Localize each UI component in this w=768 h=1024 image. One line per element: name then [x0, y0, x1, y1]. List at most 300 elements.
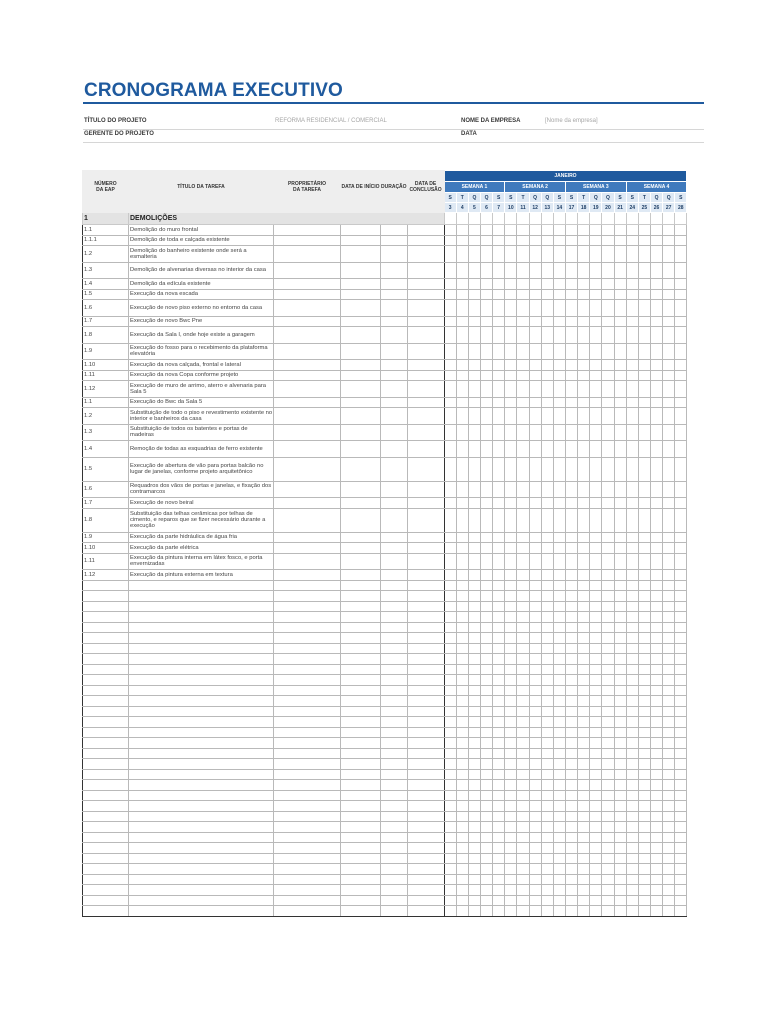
task-duration-cell[interactable]	[381, 262, 408, 279]
task-title-cell[interactable]: Remoção de todas as esquadrias de ferro existente	[129, 441, 274, 458]
gantt-cell[interactable]	[541, 279, 553, 290]
gantt-cell[interactable]	[614, 213, 626, 225]
gantt-cell[interactable]	[444, 864, 456, 875]
gantt-cell[interactable]	[529, 874, 541, 885]
gantt-cell[interactable]	[505, 543, 517, 554]
task-number-cell[interactable]: 1.3	[83, 424, 129, 441]
gantt-cell[interactable]	[565, 780, 577, 791]
gantt-cell[interactable]	[614, 906, 626, 917]
task-start-date-cell[interactable]	[341, 543, 381, 554]
task-owner-cell[interactable]	[274, 654, 341, 665]
gantt-cell[interactable]	[553, 408, 565, 425]
task-number-cell[interactable]	[83, 843, 129, 854]
gantt-cell[interactable]	[675, 654, 687, 665]
task-title-cell[interactable]: Substituição de todos os batentes e portas de madeiras	[129, 424, 274, 441]
task-end-date-cell[interactable]	[407, 790, 444, 801]
gantt-cell[interactable]	[541, 801, 553, 812]
gantt-cell[interactable]	[565, 906, 577, 917]
gantt-cell[interactable]	[456, 748, 468, 759]
gantt-cell[interactable]	[638, 654, 650, 665]
gantt-cell[interactable]	[675, 696, 687, 707]
gantt-cell[interactable]	[541, 654, 553, 665]
gantt-cell[interactable]	[553, 727, 565, 738]
gantt-cell[interactable]	[650, 532, 662, 543]
gantt-cell[interactable]	[505, 289, 517, 300]
gantt-cell[interactable]	[444, 343, 456, 360]
task-duration-cell[interactable]	[381, 441, 408, 458]
task-title-cell[interactable]	[129, 612, 274, 623]
gantt-cell[interactable]	[650, 580, 662, 591]
gantt-cell[interactable]	[614, 327, 626, 344]
gantt-cell[interactable]	[468, 612, 480, 623]
gantt-cell[interactable]	[468, 532, 480, 543]
gantt-cell[interactable]	[553, 643, 565, 654]
task-owner-cell[interactable]	[274, 790, 341, 801]
gantt-cell[interactable]	[590, 843, 602, 854]
gantt-cell[interactable]	[663, 612, 675, 623]
task-start-date-cell[interactable]	[341, 832, 381, 843]
gantt-cell[interactable]	[602, 633, 614, 644]
gantt-cell[interactable]	[468, 508, 480, 532]
gantt-cell[interactable]	[590, 780, 602, 791]
gantt-cell[interactable]	[505, 664, 517, 675]
task-owner-cell[interactable]	[274, 246, 341, 263]
gantt-cell[interactable]	[493, 853, 505, 864]
gantt-cell[interactable]	[638, 895, 650, 906]
gantt-cell[interactable]	[675, 727, 687, 738]
gantt-cell[interactable]	[444, 811, 456, 822]
task-number-cell[interactable]	[83, 622, 129, 633]
gantt-cell[interactable]	[614, 843, 626, 854]
gantt-cell[interactable]	[517, 601, 529, 612]
gantt-cell[interactable]	[565, 738, 577, 749]
task-owner-cell[interactable]	[274, 612, 341, 623]
gantt-cell[interactable]	[638, 612, 650, 623]
gantt-cell[interactable]	[590, 769, 602, 780]
gantt-cell[interactable]	[456, 874, 468, 885]
gantt-cell[interactable]	[493, 213, 505, 225]
gantt-cell[interactable]	[614, 424, 626, 441]
gantt-cell[interactable]	[638, 532, 650, 543]
gantt-cell[interactable]	[663, 235, 675, 246]
gantt-cell[interactable]	[638, 864, 650, 875]
task-start-date-cell[interactable]	[341, 885, 381, 896]
gantt-cell[interactable]	[565, 543, 577, 554]
gantt-cell[interactable]	[590, 262, 602, 279]
gantt-cell[interactable]	[517, 580, 529, 591]
gantt-cell[interactable]	[480, 601, 492, 612]
gantt-cell[interactable]	[675, 780, 687, 791]
gantt-cell[interactable]	[590, 343, 602, 360]
gantt-cell[interactable]	[529, 885, 541, 896]
gantt-cell[interactable]	[650, 843, 662, 854]
gantt-cell[interactable]	[553, 424, 565, 441]
task-duration-cell[interactable]	[381, 675, 408, 686]
gantt-cell[interactable]	[517, 508, 529, 532]
task-owner-cell[interactable]	[274, 397, 341, 408]
gantt-cell[interactable]	[444, 498, 456, 509]
task-title-cell[interactable]	[129, 759, 274, 770]
gantt-cell[interactable]	[493, 780, 505, 791]
gantt-cell[interactable]	[565, 262, 577, 279]
gantt-cell[interactable]	[553, 316, 565, 327]
gantt-cell[interactable]	[602, 316, 614, 327]
gantt-cell[interactable]	[650, 853, 662, 864]
gantt-cell[interactable]	[444, 801, 456, 812]
gantt-cell[interactable]	[529, 685, 541, 696]
gantt-cell[interactable]	[529, 360, 541, 371]
gantt-cell[interactable]	[444, 633, 456, 644]
gantt-cell[interactable]	[444, 532, 456, 543]
gantt-cell[interactable]	[602, 498, 614, 509]
gantt-cell[interactable]	[541, 580, 553, 591]
gantt-cell[interactable]	[663, 832, 675, 843]
task-duration-cell[interactable]	[381, 508, 408, 532]
task-end-date-cell[interactable]	[407, 408, 444, 425]
task-end-date-cell[interactable]	[407, 717, 444, 728]
task-duration-cell[interactable]	[381, 300, 408, 317]
gantt-cell[interactable]	[529, 664, 541, 675]
gantt-cell[interactable]	[590, 675, 602, 686]
task-end-date-cell[interactable]	[407, 643, 444, 654]
task-number-cell[interactable]: 1.3	[83, 262, 129, 279]
gantt-cell[interactable]	[480, 843, 492, 854]
task-duration-cell[interactable]	[381, 759, 408, 770]
task-owner-cell[interactable]	[274, 381, 341, 398]
gantt-cell[interactable]	[626, 643, 638, 654]
gantt-cell[interactable]	[578, 780, 590, 791]
gantt-cell[interactable]	[444, 759, 456, 770]
task-owner-cell[interactable]	[274, 580, 341, 591]
gantt-cell[interactable]	[650, 811, 662, 822]
task-end-date-cell[interactable]	[407, 316, 444, 327]
task-number-cell[interactable]: 1.1	[83, 397, 129, 408]
task-duration-cell[interactable]	[381, 591, 408, 602]
task-number-cell[interactable]: 1.6	[83, 300, 129, 317]
gantt-cell[interactable]	[638, 508, 650, 532]
gantt-cell[interactable]	[541, 853, 553, 864]
gantt-cell[interactable]	[456, 289, 468, 300]
task-start-date-cell[interactable]	[341, 570, 381, 581]
gantt-cell[interactable]	[505, 843, 517, 854]
gantt-cell[interactable]	[638, 906, 650, 917]
gantt-cell[interactable]	[565, 843, 577, 854]
gantt-cell[interactable]	[553, 664, 565, 675]
gantt-cell[interactable]	[675, 759, 687, 770]
task-duration-cell[interactable]	[381, 706, 408, 717]
gantt-cell[interactable]	[614, 675, 626, 686]
gantt-cell[interactable]	[468, 633, 480, 644]
gantt-cell[interactable]	[517, 622, 529, 633]
task-owner-cell[interactable]	[274, 591, 341, 602]
gantt-cell[interactable]	[590, 532, 602, 543]
gantt-cell[interactable]	[468, 262, 480, 279]
gantt-cell[interactable]	[541, 885, 553, 896]
gantt-cell[interactable]	[493, 316, 505, 327]
gantt-cell[interactable]	[675, 441, 687, 458]
task-end-date-cell[interactable]	[407, 327, 444, 344]
task-start-date-cell[interactable]	[341, 370, 381, 381]
gantt-cell[interactable]	[565, 508, 577, 532]
gantt-cell[interactable]	[565, 441, 577, 458]
task-title-cell[interactable]: Requadros dos vãos de portas e janelas, e fixação dos contramarcos	[129, 481, 274, 498]
gantt-cell[interactable]	[505, 591, 517, 602]
gantt-cell[interactable]	[578, 696, 590, 707]
gantt-cell[interactable]	[626, 717, 638, 728]
task-start-date-cell[interactable]	[341, 327, 381, 344]
gantt-cell[interactable]	[614, 498, 626, 509]
gantt-cell[interactable]	[529, 748, 541, 759]
gantt-cell[interactable]	[444, 381, 456, 398]
gantt-cell[interactable]	[638, 397, 650, 408]
gantt-cell[interactable]	[480, 481, 492, 498]
task-owner-cell[interactable]	[274, 874, 341, 885]
gantt-cell[interactable]	[675, 289, 687, 300]
gantt-cell[interactable]	[602, 822, 614, 833]
gantt-cell[interactable]	[517, 685, 529, 696]
gantt-cell[interactable]	[626, 727, 638, 738]
task-title-cell[interactable]	[129, 675, 274, 686]
gantt-cell[interactable]	[650, 408, 662, 425]
gantt-cell[interactable]	[468, 246, 480, 263]
gantt-cell[interactable]	[614, 864, 626, 875]
gantt-cell[interactable]	[638, 601, 650, 612]
gantt-cell[interactable]	[626, 481, 638, 498]
gantt-cell[interactable]	[602, 279, 614, 290]
gantt-cell[interactable]	[663, 706, 675, 717]
gantt-cell[interactable]	[614, 769, 626, 780]
gantt-cell[interactable]	[480, 727, 492, 738]
gantt-cell[interactable]	[553, 235, 565, 246]
gantt-cell[interactable]	[456, 370, 468, 381]
task-start-date-cell[interactable]	[341, 654, 381, 665]
gantt-cell[interactable]	[517, 370, 529, 381]
gantt-cell[interactable]	[468, 457, 480, 481]
task-number-cell[interactable]: 1.2	[83, 246, 129, 263]
gantt-cell[interactable]	[663, 580, 675, 591]
task-title-cell[interactable]	[129, 895, 274, 906]
gantt-cell[interactable]	[675, 370, 687, 381]
task-end-date-cell[interactable]	[407, 685, 444, 696]
gantt-cell[interactable]	[553, 654, 565, 665]
gantt-cell[interactable]	[565, 279, 577, 290]
gantt-cell[interactable]	[602, 300, 614, 317]
gantt-cell[interactable]	[614, 370, 626, 381]
gantt-cell[interactable]	[590, 213, 602, 225]
task-number-cell[interactable]	[83, 811, 129, 822]
task-duration-cell[interactable]	[381, 822, 408, 833]
task-end-date-cell[interactable]	[407, 543, 444, 554]
gantt-cell[interactable]	[468, 397, 480, 408]
gantt-cell[interactable]	[638, 622, 650, 633]
task-duration-cell[interactable]	[381, 225, 408, 236]
task-owner-cell[interactable]	[274, 262, 341, 279]
gantt-cell[interactable]	[480, 759, 492, 770]
gantt-cell[interactable]	[663, 601, 675, 612]
gantt-cell[interactable]	[590, 706, 602, 717]
gantt-cell[interactable]	[493, 225, 505, 236]
task-end-date-cell[interactable]	[407, 822, 444, 833]
gantt-cell[interactable]	[602, 717, 614, 728]
gantt-cell[interactable]	[590, 832, 602, 843]
gantt-cell[interactable]	[456, 790, 468, 801]
gantt-cell[interactable]	[614, 622, 626, 633]
task-number-cell[interactable]	[83, 706, 129, 717]
gantt-cell[interactable]	[663, 906, 675, 917]
gantt-cell[interactable]	[638, 580, 650, 591]
gantt-cell[interactable]	[650, 717, 662, 728]
gantt-cell[interactable]	[468, 874, 480, 885]
gantt-cell[interactable]	[565, 696, 577, 707]
gantt-cell[interactable]	[493, 481, 505, 498]
gantt-cell[interactable]	[444, 738, 456, 749]
gantt-cell[interactable]	[505, 906, 517, 917]
gantt-cell[interactable]	[517, 874, 529, 885]
gantt-cell[interactable]	[529, 906, 541, 917]
gantt-cell[interactable]	[517, 235, 529, 246]
gantt-cell[interactable]	[602, 508, 614, 532]
task-number-cell[interactable]	[83, 591, 129, 602]
gantt-cell[interactable]	[529, 279, 541, 290]
gantt-cell[interactable]	[505, 738, 517, 749]
task-start-date-cell[interactable]	[341, 481, 381, 498]
gantt-cell[interactable]	[663, 843, 675, 854]
task-title-cell[interactable]: Execução da nova calçada, frontal e lateral	[129, 360, 274, 371]
gantt-cell[interactable]	[468, 832, 480, 843]
gantt-cell[interactable]	[444, 457, 456, 481]
task-number-cell[interactable]: 1.10	[83, 543, 129, 554]
gantt-cell[interactable]	[650, 790, 662, 801]
gantt-cell[interactable]	[675, 360, 687, 371]
gantt-cell[interactable]	[614, 397, 626, 408]
gantt-cell[interactable]	[517, 727, 529, 738]
task-duration-cell[interactable]	[381, 906, 408, 917]
gantt-cell[interactable]	[529, 225, 541, 236]
gantt-cell[interactable]	[456, 262, 468, 279]
gantt-cell[interactable]	[529, 843, 541, 854]
gantt-cell[interactable]	[517, 543, 529, 554]
gantt-cell[interactable]	[650, 885, 662, 896]
gantt-cell[interactable]	[505, 633, 517, 644]
gantt-cell[interactable]	[614, 580, 626, 591]
gantt-cell[interactable]	[602, 664, 614, 675]
gantt-cell[interactable]	[480, 664, 492, 675]
gantt-cell[interactable]	[444, 580, 456, 591]
gantt-cell[interactable]	[565, 801, 577, 812]
gantt-cell[interactable]	[578, 801, 590, 812]
gantt-cell[interactable]	[505, 262, 517, 279]
task-end-date-cell[interactable]	[407, 633, 444, 644]
gantt-cell[interactable]	[578, 853, 590, 864]
gantt-cell[interactable]	[541, 622, 553, 633]
gantt-cell[interactable]	[493, 643, 505, 654]
gantt-cell[interactable]	[602, 696, 614, 707]
gantt-cell[interactable]	[663, 441, 675, 458]
gantt-cell[interactable]	[602, 370, 614, 381]
gantt-cell[interactable]	[590, 441, 602, 458]
gantt-cell[interactable]	[480, 580, 492, 591]
task-title-cell[interactable]: Execução da parte hidráulica de água fria	[129, 532, 274, 543]
gantt-cell[interactable]	[590, 481, 602, 498]
gantt-cell[interactable]	[663, 874, 675, 885]
gantt-cell[interactable]	[517, 717, 529, 728]
gantt-cell[interactable]	[480, 360, 492, 371]
gantt-cell[interactable]	[541, 262, 553, 279]
gantt-cell[interactable]	[638, 685, 650, 696]
gantt-cell[interactable]	[614, 759, 626, 770]
task-number-cell[interactable]	[83, 822, 129, 833]
gantt-cell[interactable]	[444, 553, 456, 570]
gantt-cell[interactable]	[468, 885, 480, 896]
gantt-cell[interactable]	[663, 543, 675, 554]
gantt-cell[interactable]	[517, 553, 529, 570]
gantt-cell[interactable]	[565, 225, 577, 236]
gantt-cell[interactable]	[675, 397, 687, 408]
gantt-cell[interactable]	[602, 654, 614, 665]
gantt-cell[interactable]	[565, 811, 577, 822]
gantt-cell[interactable]	[529, 570, 541, 581]
gantt-cell[interactable]	[578, 633, 590, 644]
gantt-cell[interactable]	[517, 801, 529, 812]
gantt-cell[interactable]	[553, 327, 565, 344]
gantt-cell[interactable]	[456, 424, 468, 441]
gantt-cell[interactable]	[578, 822, 590, 833]
gantt-cell[interactable]	[565, 675, 577, 686]
gantt-cell[interactable]	[638, 225, 650, 236]
gantt-cell[interactable]	[590, 612, 602, 623]
gantt-cell[interactable]	[480, 424, 492, 441]
gantt-cell[interactable]	[505, 213, 517, 225]
gantt-cell[interactable]	[541, 457, 553, 481]
gantt-cell[interactable]	[663, 300, 675, 317]
gantt-cell[interactable]	[663, 633, 675, 644]
gantt-cell[interactable]	[650, 225, 662, 236]
gantt-cell[interactable]	[602, 622, 614, 633]
task-title-cell[interactable]: Execução do fosso para o recebimento da plataforma elevatória	[129, 343, 274, 360]
task-title-cell[interactable]	[129, 580, 274, 591]
gantt-cell[interactable]	[529, 316, 541, 327]
gantt-cell[interactable]	[468, 498, 480, 509]
gantt-cell[interactable]	[480, 748, 492, 759]
gantt-cell[interactable]	[590, 381, 602, 398]
task-duration-cell[interactable]	[381, 289, 408, 300]
task-number-cell[interactable]	[83, 643, 129, 654]
gantt-cell[interactable]	[493, 570, 505, 581]
task-duration-cell[interactable]	[381, 664, 408, 675]
gantt-cell[interactable]	[663, 327, 675, 344]
gantt-cell[interactable]	[456, 654, 468, 665]
gantt-cell[interactable]	[638, 246, 650, 263]
task-duration-cell[interactable]	[381, 457, 408, 481]
task-title-cell[interactable]	[129, 748, 274, 759]
gantt-cell[interactable]	[456, 822, 468, 833]
gantt-cell[interactable]	[493, 738, 505, 749]
gantt-cell[interactable]	[517, 643, 529, 654]
gantt-cell[interactable]	[675, 675, 687, 686]
task-duration-cell[interactable]	[381, 397, 408, 408]
gantt-cell[interactable]	[529, 696, 541, 707]
gantt-cell[interactable]	[517, 441, 529, 458]
gantt-cell[interactable]	[444, 769, 456, 780]
gantt-cell[interactable]	[578, 262, 590, 279]
gantt-cell[interactable]	[529, 424, 541, 441]
gantt-cell[interactable]	[505, 553, 517, 570]
gantt-cell[interactable]	[578, 246, 590, 263]
task-end-date-cell[interactable]	[407, 654, 444, 665]
task-duration-cell[interactable]	[381, 643, 408, 654]
gantt-cell[interactable]	[517, 498, 529, 509]
task-end-date-cell[interactable]	[407, 279, 444, 290]
